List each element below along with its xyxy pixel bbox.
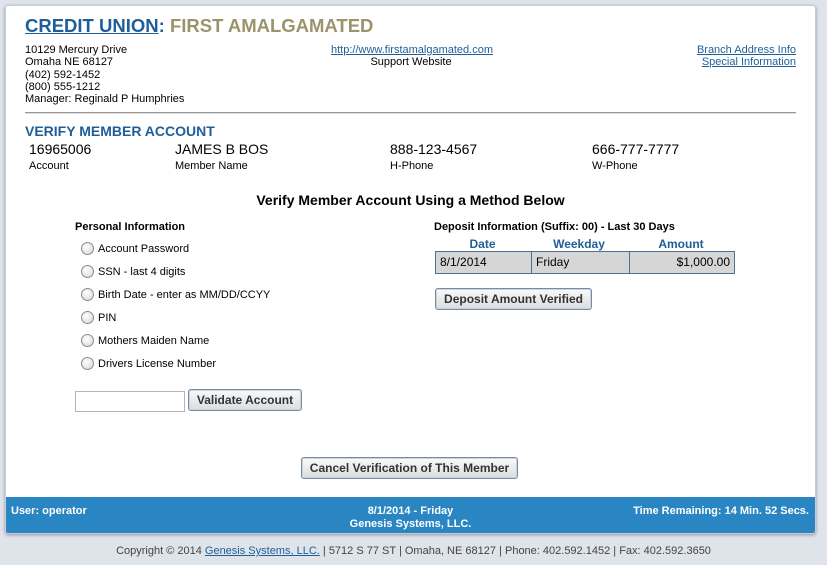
phone-line2: (800) 555-1212 (25, 80, 101, 93)
option-label: Mothers Maiden Name (98, 334, 210, 347)
credit-union-link[interactable]: CREDIT UNION (25, 15, 159, 36)
cancel-verification-button[interactable]: Cancel Verification of This Member (301, 457, 518, 479)
work-phone: 666-777-7777 (592, 141, 680, 157)
amount-column-header: Amount (658, 237, 704, 251)
address-line2: Omaha NE 68127 (25, 56, 114, 69)
validate-account-button[interactable]: Validate Account (188, 389, 302, 411)
time-remaining: Time Remaining: 14 Min. 52 Secs. (633, 505, 809, 517)
option-account-password[interactable] (81, 242, 189, 255)
separator: | (499, 545, 502, 557)
copyright-bar (0, 545, 827, 557)
status-bar (6, 497, 815, 533)
member-name-label: Member Name (175, 160, 248, 172)
radio-button[interactable] (81, 242, 94, 255)
option-label: Account Password (98, 242, 190, 255)
work-phone-label: W-Phone (592, 160, 638, 172)
divider (25, 112, 796, 114)
website-link[interactable]: http://www.firstamalgamated.com (331, 44, 494, 56)
company-name: Genesis Systems, LLC. (349, 517, 472, 530)
main-panel (5, 5, 816, 534)
radio-button[interactable] (81, 357, 94, 370)
separator: | (613, 545, 617, 557)
option-ssn-last4[interactable] (81, 265, 185, 278)
branch-address-link[interactable]: Branch Address Info (696, 44, 796, 56)
current-user: User: operator (11, 505, 87, 517)
genesis-systems-link[interactable]: Genesis Systems, LLC. (204, 545, 320, 557)
deposit-weekday: Friday (531, 252, 629, 273)
option-label: Drivers License Number (98, 357, 216, 370)
date-column-header: Date (469, 237, 496, 251)
home-phone-label: H-Phone (390, 160, 434, 172)
deposit-amount: $1,000.00 (629, 252, 734, 273)
current-date: 8/1/2014 - Friday (367, 505, 454, 517)
option-birth-date[interactable] (81, 288, 270, 301)
option-pin[interactable] (81, 311, 116, 324)
manager-line: Manager: Reginald P Humphries (25, 93, 185, 106)
option-mothers-maiden-name[interactable] (81, 334, 209, 347)
verification-input[interactable] (75, 391, 185, 412)
separator: | (322, 545, 326, 557)
deposit-amount-verified-button[interactable]: Deposit Amount Verified (435, 288, 592, 310)
institution-name: FIRST AMALGAMATED (169, 15, 374, 36)
title-colon: : (158, 15, 165, 36)
option-drivers-license[interactable] (81, 357, 216, 370)
copyright-city: Omaha, NE 68127 (404, 545, 496, 557)
section-title: VERIFY MEMBER ACCOUNT (25, 123, 215, 139)
account-number: 16965006 (29, 141, 92, 157)
option-label: PIN (98, 311, 117, 324)
institution-address-block (25, 44, 184, 105)
separator: | (398, 545, 402, 557)
info-links (697, 44, 796, 69)
option-label: Birth Date - enter as MM/DD/CCYY (98, 288, 271, 301)
verify-method-heading: Verify Member Account Using a Method Below (256, 192, 565, 208)
option-label: SSN - last 4 digits (98, 265, 186, 278)
website-label: Support Website (370, 56, 452, 69)
website-block (331, 44, 494, 69)
radio-button[interactable] (81, 288, 94, 301)
deposit-table-row (435, 251, 735, 274)
deposit-info-title: Deposit Information (Suffix: 00) - Last 30 Days (434, 221, 675, 233)
account-label: Account (29, 160, 69, 172)
deposit-date: 8/1/2014 (436, 252, 531, 273)
weekday-column-header: Weekday (553, 237, 605, 251)
copyright-address: 5712 S 77 ST (328, 545, 396, 557)
radio-button[interactable] (81, 334, 94, 347)
radio-button[interactable] (81, 311, 94, 324)
address-line1: 10129 Mercury Drive (25, 44, 128, 56)
page-title (25, 15, 373, 37)
copyright-prefix: Copyright © 2014 (116, 545, 202, 557)
member-name: JAMES B BOS (175, 141, 269, 157)
radio-button[interactable] (81, 265, 94, 278)
home-phone: 888-123-4567 (390, 141, 478, 157)
phone-line1: (402) 592-1452 (25, 68, 101, 81)
special-information-link[interactable]: Special Information (701, 56, 796, 69)
copyright-phone: Phone: 402.592.1452 (504, 545, 611, 557)
personal-info-title: Personal Information (75, 221, 186, 233)
copyright-fax: Fax: 402.592.3650 (619, 545, 711, 557)
